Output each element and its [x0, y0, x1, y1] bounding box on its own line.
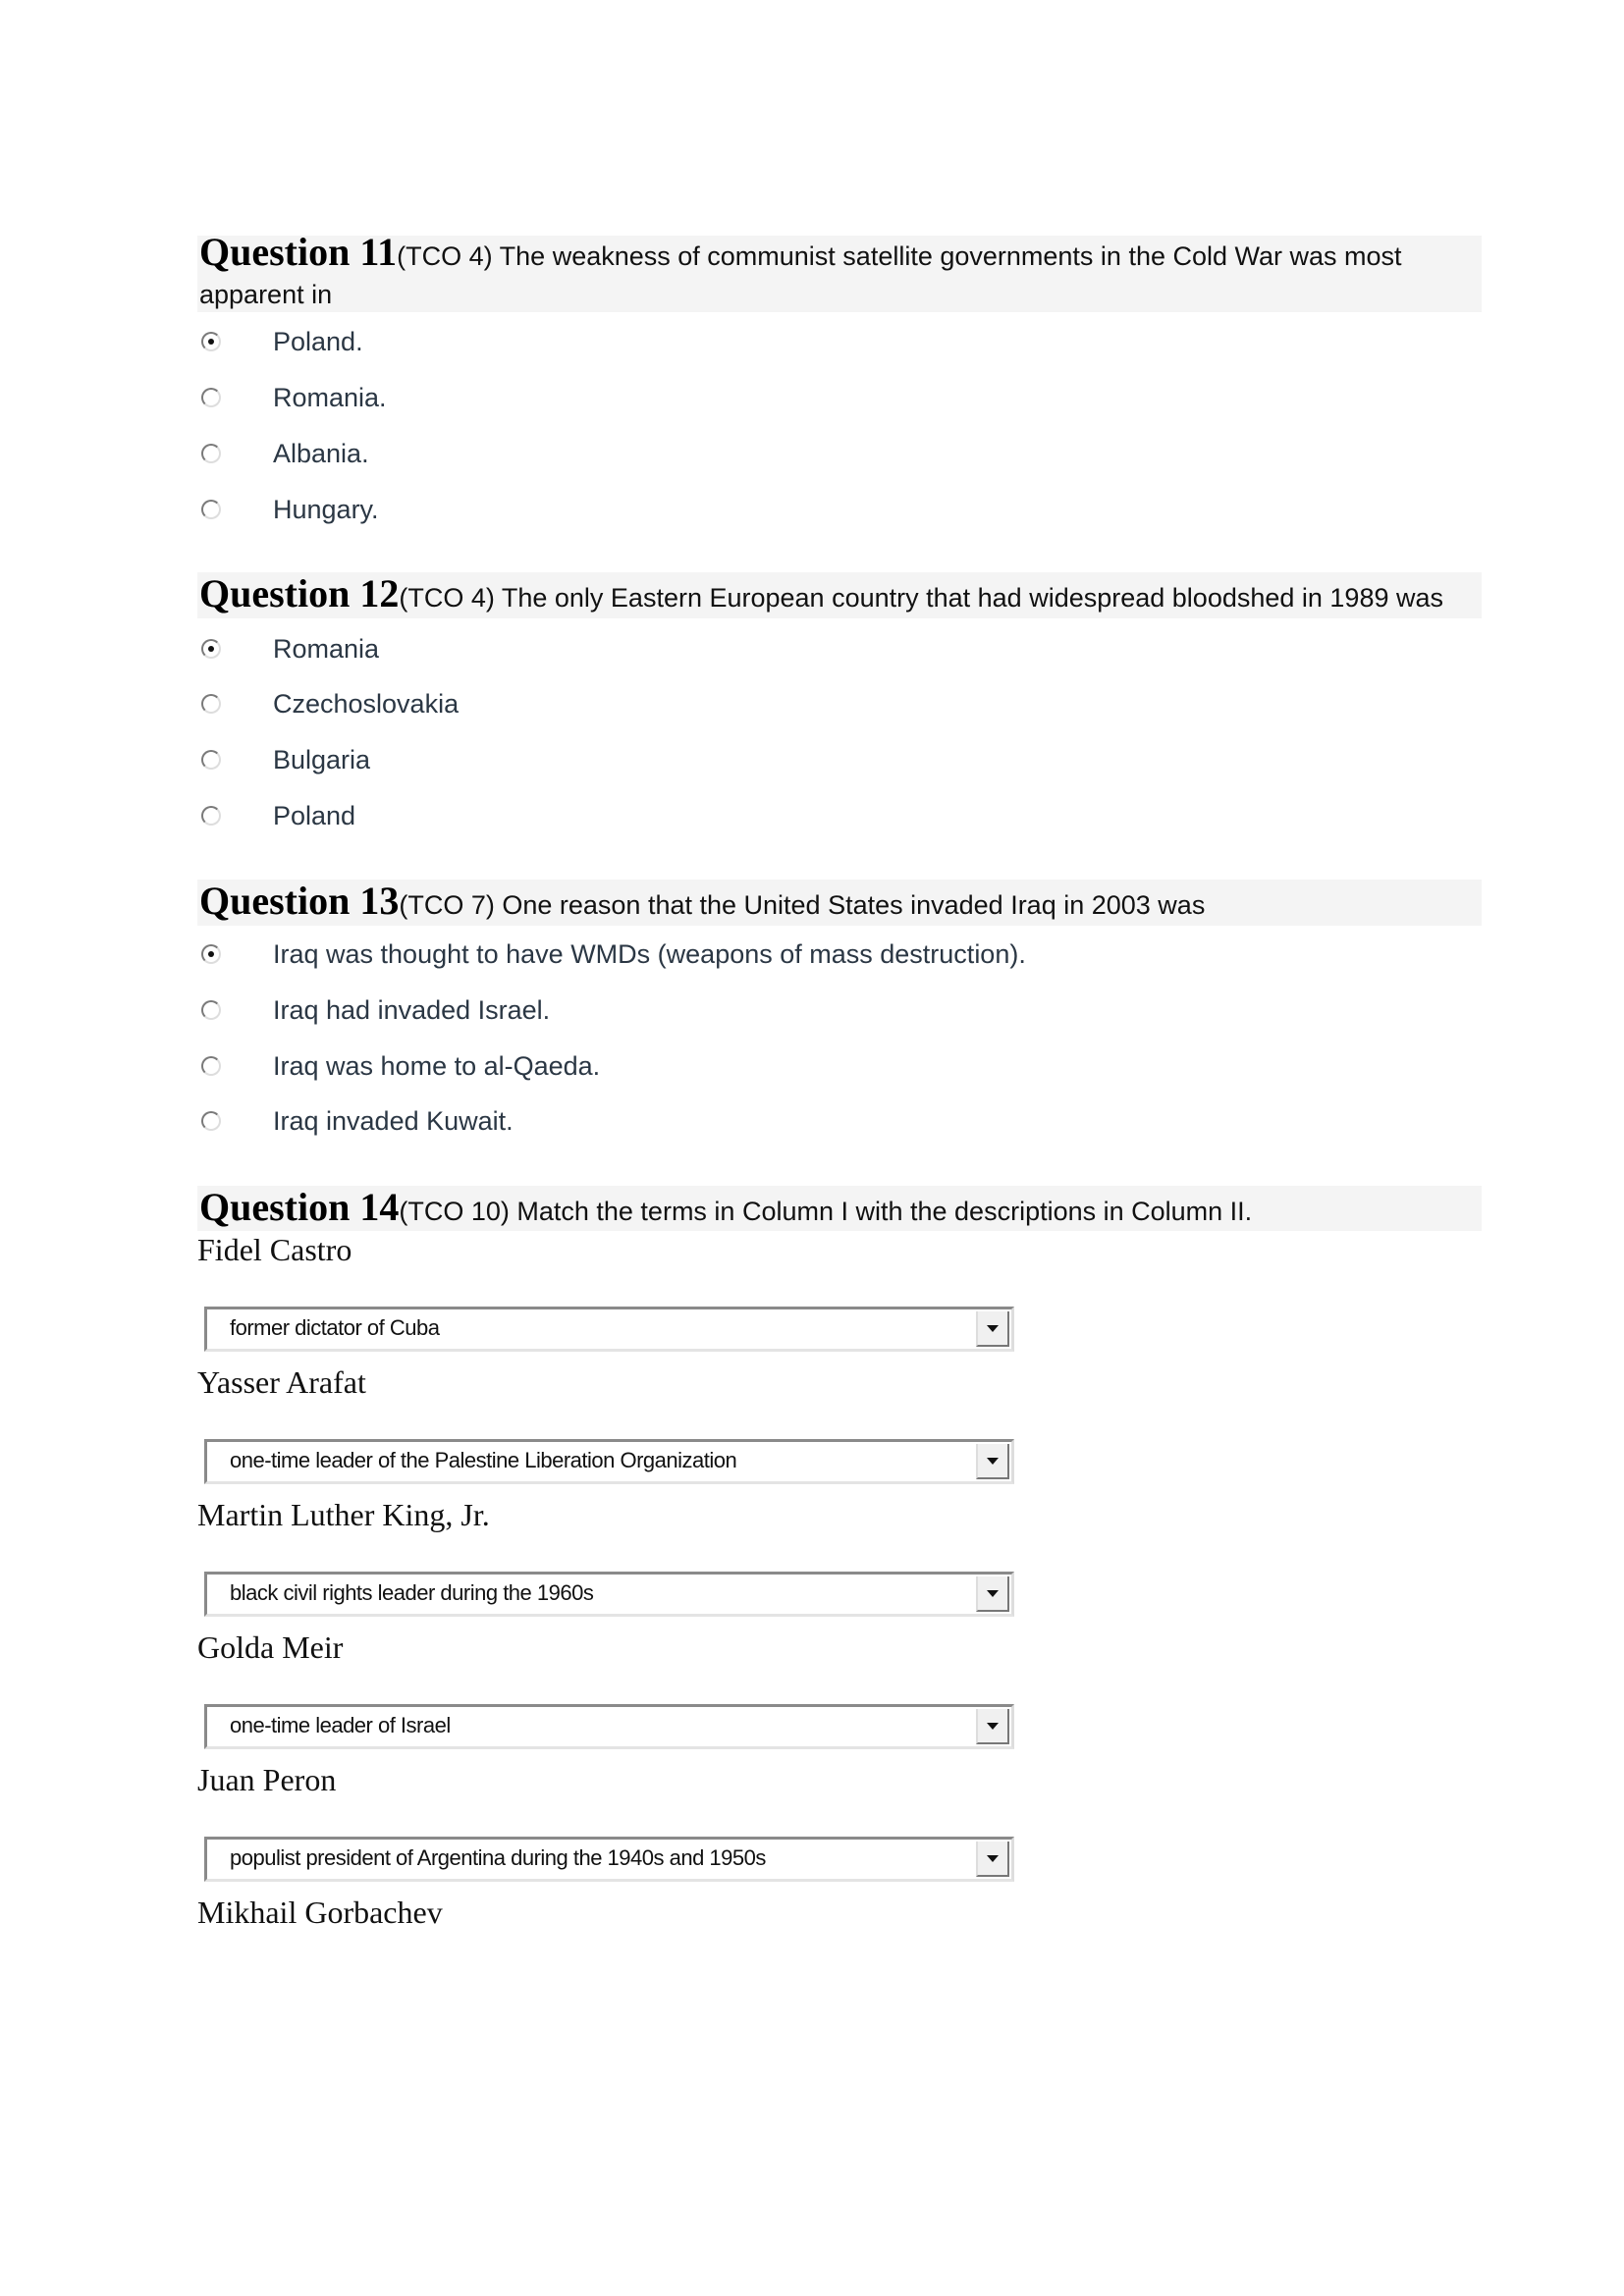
select-value: black civil rights leader during the 1960s — [230, 1580, 594, 1605]
question-14-header — [197, 1186, 1482, 1231]
option-q12-a[interactable] — [201, 629, 380, 668]
option-q12-d[interactable] — [201, 796, 356, 835]
question-13-header — [197, 880, 1482, 926]
option-label: Poland — [273, 800, 356, 830]
option-q12-c[interactable] — [201, 740, 371, 779]
question-number: Question 12 — [199, 571, 400, 615]
question-prompt: (TCO 7) One reason that the United States invaded Iraq in 2003 was — [399, 890, 1206, 920]
radio[interactable] — [201, 806, 221, 826]
radio[interactable] — [201, 1056, 221, 1076]
radio-selected[interactable] — [201, 944, 221, 964]
match-select[interactable] — [204, 1307, 1014, 1352]
option-label: Hungary. — [273, 494, 379, 524]
radio[interactable] — [201, 1000, 221, 1020]
dropdown-arrow-icon[interactable] — [976, 1444, 1009, 1479]
question-11-header — [197, 230, 1482, 312]
radio-selected[interactable] — [201, 639, 221, 659]
option-label: Poland. — [273, 326, 363, 356]
option-q11-d[interactable] — [201, 490, 379, 529]
option-q13-d[interactable] — [201, 1101, 514, 1141]
select-value: former dictator of Cuba — [230, 1315, 440, 1340]
dropdown-arrow-icon[interactable] — [976, 1842, 1009, 1877]
option-label: Bulgaria — [273, 744, 371, 774]
dropdown-arrow-icon[interactable] — [976, 1576, 1009, 1612]
match-term: Yasser Arafat — [197, 1364, 366, 1400]
question-12-header — [197, 572, 1482, 618]
match-term: Golda Meir — [197, 1629, 344, 1665]
radio[interactable] — [201, 444, 221, 463]
radio[interactable] — [201, 694, 221, 714]
question-prompt: (TCO 4) The only Eastern European country that had widespread bloodshed in 1989 was — [399, 583, 1443, 613]
dropdown-arrow-icon[interactable] — [976, 1311, 1009, 1347]
question-prompt: (TCO 10) Match the terms in Column I with the descriptions in Column II. — [399, 1197, 1253, 1226]
dropdown-arrow-icon[interactable] — [976, 1709, 1009, 1744]
option-q13-b[interactable] — [201, 990, 551, 1030]
select-value: one-time leader of Israel — [230, 1713, 451, 1737]
radio[interactable] — [201, 1111, 221, 1131]
select-value: populist president of Argentina during the 1940s and 1950s — [230, 1845, 766, 1870]
option-label: Iraq was home to al-Qaeda. — [273, 1050, 601, 1081]
radio[interactable] — [201, 750, 221, 770]
radio[interactable] — [201, 388, 221, 407]
question-prompt: (TCO 4) The weakness of communist satellite governments in the Cold War was most apparent in — [199, 241, 1402, 309]
match-select[interactable] — [204, 1704, 1014, 1749]
option-label: Romania — [273, 633, 380, 664]
option-label: Romania. — [273, 382, 387, 412]
question-number: Question 11 — [199, 230, 398, 274]
option-label: Czechoslovakia — [273, 688, 460, 719]
option-q12-b[interactable] — [201, 684, 460, 723]
option-q11-c[interactable] — [201, 434, 369, 473]
option-q11-a[interactable] — [201, 322, 363, 361]
option-label: Iraq invaded Kuwait. — [273, 1105, 514, 1136]
match-select[interactable] — [204, 1572, 1014, 1617]
match-term: Mikhail Gorbachev — [197, 1895, 443, 1930]
match-term: Martin Luther King, Jr. — [197, 1497, 490, 1532]
option-label: Albania. — [273, 438, 369, 468]
question-number: Question 14 — [199, 1185, 400, 1229]
option-q13-a[interactable] — [201, 934, 1026, 974]
match-select[interactable] — [204, 1837, 1014, 1882]
option-label: Iraq was thought to have WMDs (weapons of mass destruction). — [273, 938, 1026, 969]
select-value: one-time leader of the Palestine Liberation Organization — [230, 1448, 737, 1472]
option-q13-c[interactable] — [201, 1046, 601, 1086]
question-number: Question 13 — [199, 879, 400, 923]
radio[interactable] — [201, 500, 221, 519]
option-q11-b[interactable] — [201, 378, 387, 417]
radio-selected[interactable] — [201, 332, 221, 351]
match-term: Fidel Castro — [197, 1232, 352, 1267]
option-label: Iraq had invaded Israel. — [273, 994, 551, 1025]
match-term: Juan Peron — [197, 1762, 337, 1797]
match-select[interactable] — [204, 1439, 1014, 1484]
